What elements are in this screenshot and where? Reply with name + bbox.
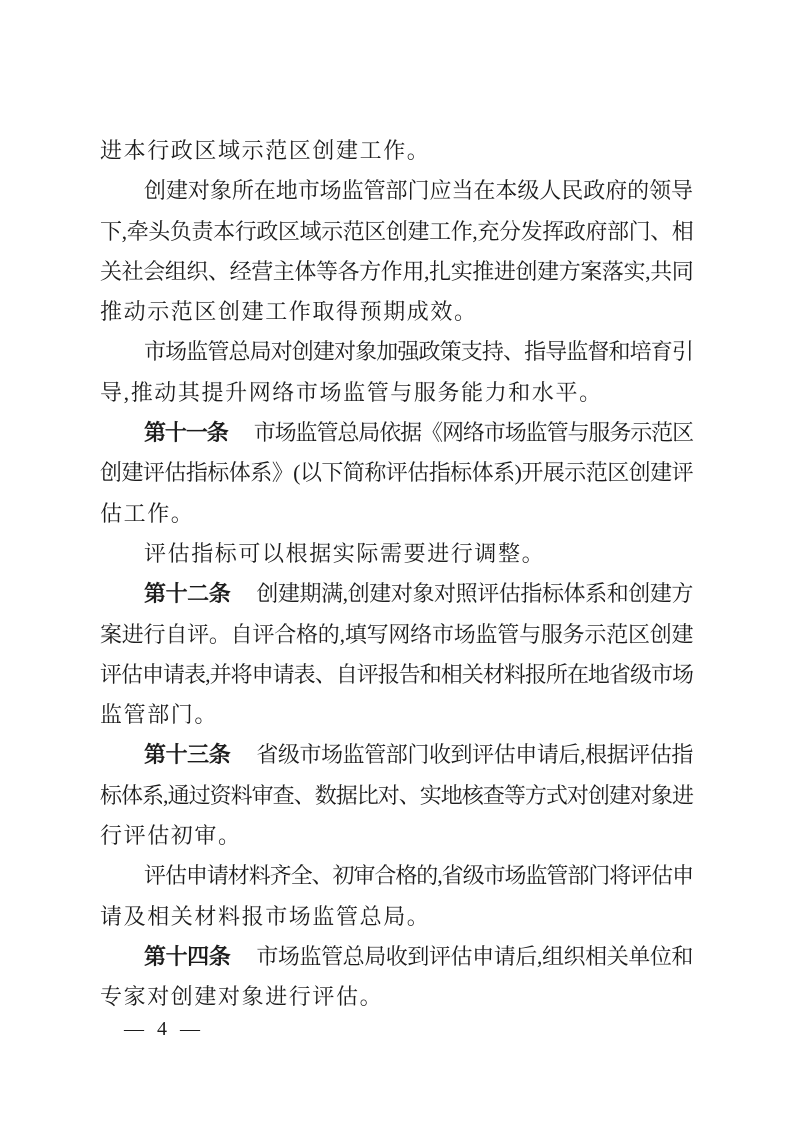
article-number: 第十三条 [144, 742, 231, 768]
document-line [100, 453, 693, 493]
document-line [100, 897, 693, 937]
article-number: 第十二条 [144, 581, 231, 607]
line-text: 案进行自评。自评合格的,填写网络市场监管与服务示范区创建 [100, 621, 694, 647]
document-line [100, 252, 693, 292]
line-text: 创建对象所在地市场监管部门应当在本级人民政府的领导 [144, 178, 694, 204]
document-line [100, 615, 693, 655]
document-line [100, 413, 693, 453]
document-line [100, 494, 693, 534]
line-text: 市场监管总局对创建对象加强政策支持、指导监督和培育引 [144, 339, 693, 365]
line-text: 创建评估指标体系》(以下简称评估指标体系)开展示范区创建评 [100, 460, 694, 486]
document-line [100, 977, 693, 1017]
document-line [100, 574, 693, 614]
line-text: 关社会组织、经营主体等各方作用,扎实推进创建方案落实,共同 [100, 258, 694, 284]
document-line [100, 332, 693, 372]
line-text: 市场监管总局依据《网络市场监管与服务示范区 [253, 420, 694, 446]
line-text: 评估申请表,并将申请表、自评报告和相关材料报所在地省级市场 [100, 661, 693, 687]
line-text: 省级市场监管部门收到评估申请后,根据评估指 [256, 742, 693, 768]
line-text: 推动示范区创建工作取得预期成效。 [100, 299, 478, 325]
document-line [100, 937, 693, 977]
line-text: 估工作。 [100, 500, 195, 526]
line-text: 专家对创建对象进行评估。 [100, 984, 384, 1010]
document-line [100, 776, 693, 816]
document-line [100, 292, 693, 332]
line-text: 评估申请材料齐全、初审合格的,省级市场监管部门将评估申 [144, 863, 693, 889]
document-line [100, 655, 693, 695]
line-text: 评估指标可以根据实际需要进行调整。 [144, 540, 546, 566]
document-line [100, 735, 693, 775]
line-text: 标体系,通过资料审查、数据比对、实地核查等方式对创建对象进 [100, 782, 693, 808]
document-body [100, 131, 693, 1018]
line-text: 进本行政区域示范区创建工作。 [100, 138, 431, 163]
document-line [100, 695, 693, 735]
line-text: 导,推动其提升网络市场监管与服务能力和水平。 [100, 379, 603, 405]
document-line [100, 131, 693, 171]
article-number: 第十一条 [144, 420, 228, 446]
line-text: 请及相关材料报市场监管总局。 [100, 903, 431, 929]
document-line [100, 212, 693, 252]
line-text: 行评估初审。 [100, 823, 242, 849]
document-line [100, 534, 693, 574]
document-line [100, 373, 693, 413]
document-line [100, 816, 693, 856]
article-number: 第十四条 [144, 943, 231, 969]
line-text: 监管部门。 [100, 702, 219, 728]
line-text: 下,牵头负责本行政区域示范区创建工作,充分发挥政府部门、相 [100, 218, 694, 244]
line-text: 市场监管总局收到评估申请后,组织相关单位和 [256, 943, 693, 969]
line-text: 创建期满,创建对象对照评估指标体系和创建方 [256, 581, 693, 607]
page-number: — 4 — [124, 1018, 204, 1040]
document-line [100, 171, 693, 211]
document-line [100, 856, 693, 896]
